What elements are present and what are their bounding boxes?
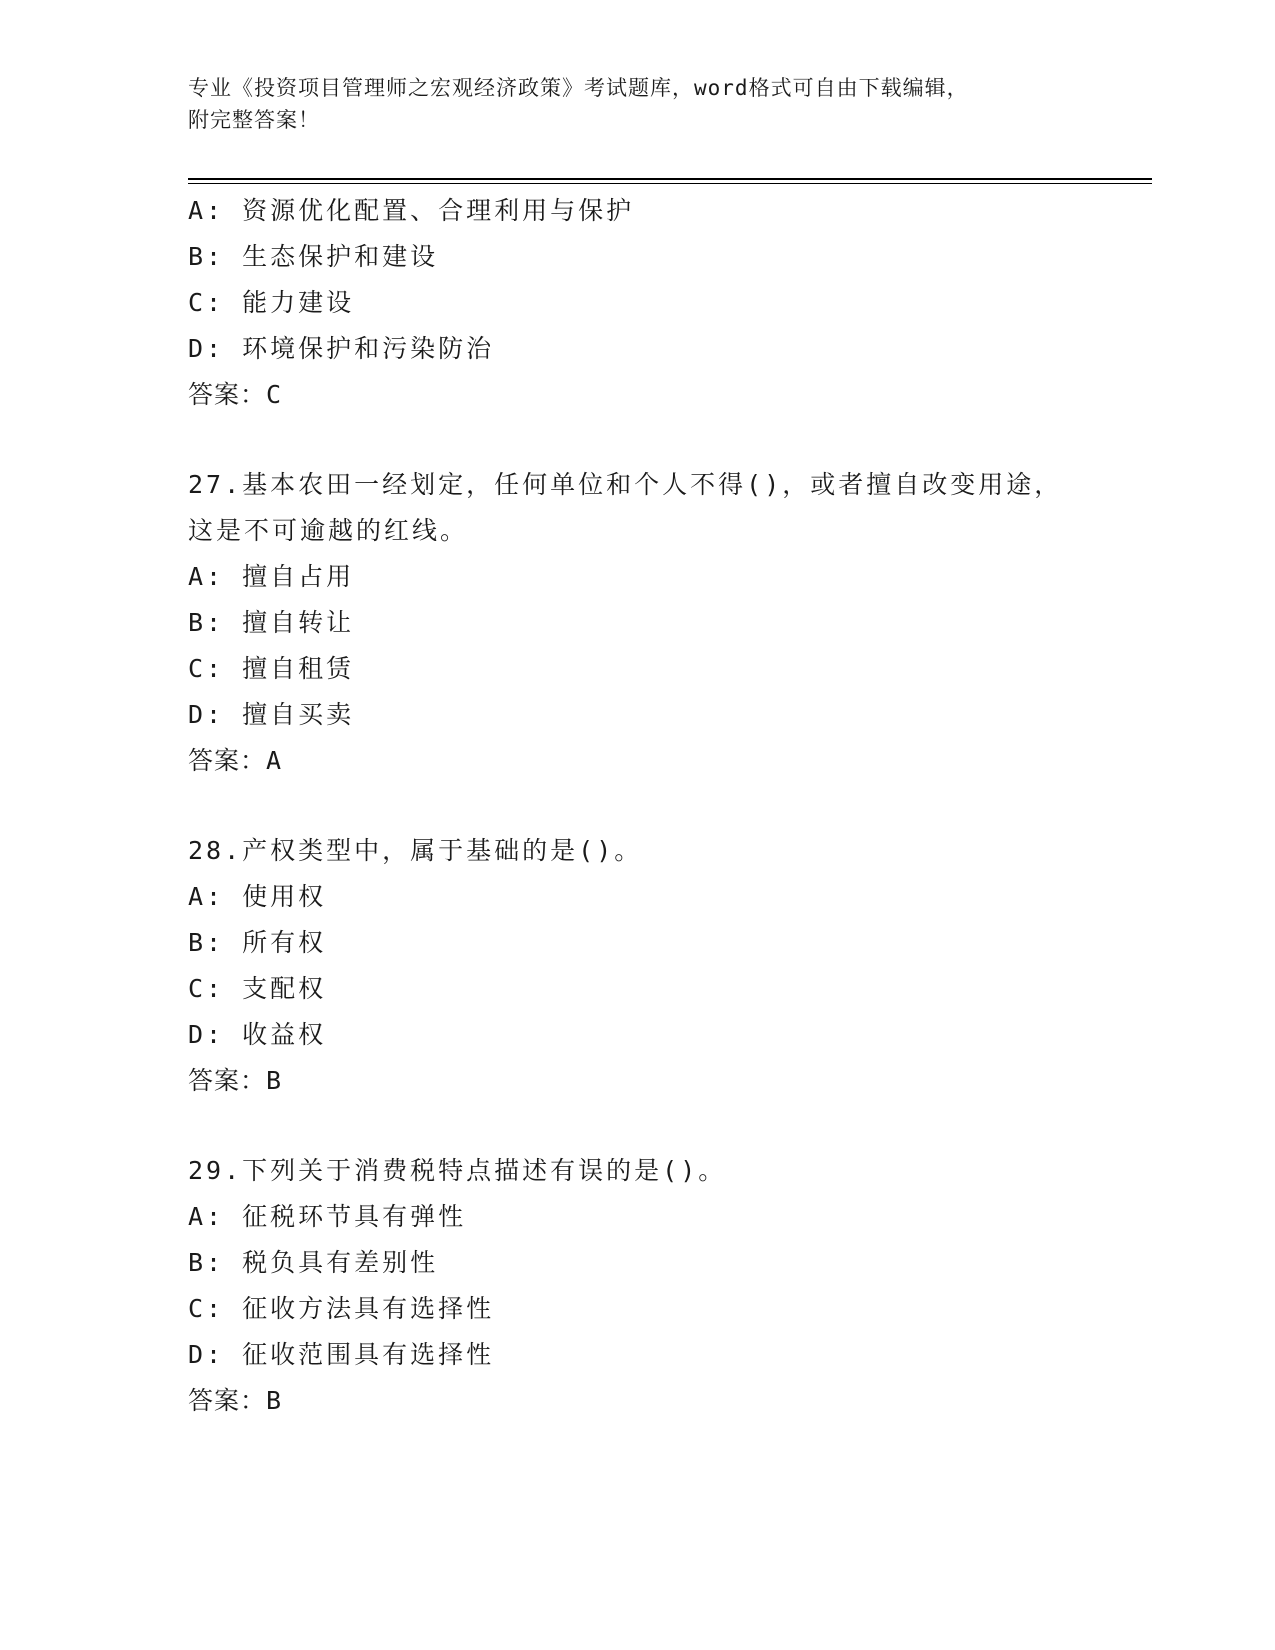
header-line-2: 附完整答案！ [188,108,320,132]
option-d: D: 擅自买卖 [188,700,355,729]
question-stem: 28.产权类型中，属于基础的是()。 [188,836,643,865]
option-d: D: 收益权 [188,1020,327,1049]
option-a: A: 使用权 [188,882,327,911]
option-a: A: 资源优化配置、合理利用与保护 [188,196,635,225]
question-27 [188,462,1088,784]
option-b: B: 所有权 [188,928,327,957]
header-divider-thick [188,178,1152,180]
option-b: B: 税负具有差别性 [188,1248,439,1277]
document-header [188,72,1088,136]
option-b: B: 擅自转让 [188,608,355,637]
header-divider-thin [188,183,1152,184]
question-spacer [188,784,1088,828]
question-stem: 29.下列关于消费税特点描述有误的是()。 [188,1156,727,1185]
question-spacer [188,418,1088,462]
option-c: C: 擅自租赁 [188,654,355,683]
question-stem-continued: 这是不可逾越的红线。 [188,516,469,545]
option-d: D: 环境保护和污染防治 [188,334,495,363]
question-list [188,188,1088,1424]
answer: 答案：C [188,380,283,409]
question-26 [188,188,1088,418]
option-c: C: 能力建设 [188,288,355,317]
answer: 答案：B [188,1066,283,1095]
question-stem: 27.基本农田一经划定，任何单位和个人不得()，或者擅自改变用途， [188,470,1063,499]
option-b: B: 生态保护和建设 [188,242,439,271]
answer: 答案：A [188,746,283,775]
option-a: A: 征税环节具有弹性 [188,1202,467,1231]
option-d: D: 征收范围具有选择性 [188,1340,495,1369]
question-28 [188,828,1088,1104]
question-29 [188,1148,1088,1424]
option-c: C: 支配权 [188,974,327,1003]
option-a: A: 擅自占用 [188,562,355,591]
answer: 答案：B [188,1386,283,1415]
question-spacer [188,1104,1088,1148]
header-line-1: 专业《投资项目管理师之宏观经济政策》考试题库，word格式可自由下载编辑， [188,76,969,100]
option-c: C: 征收方法具有选择性 [188,1294,495,1323]
